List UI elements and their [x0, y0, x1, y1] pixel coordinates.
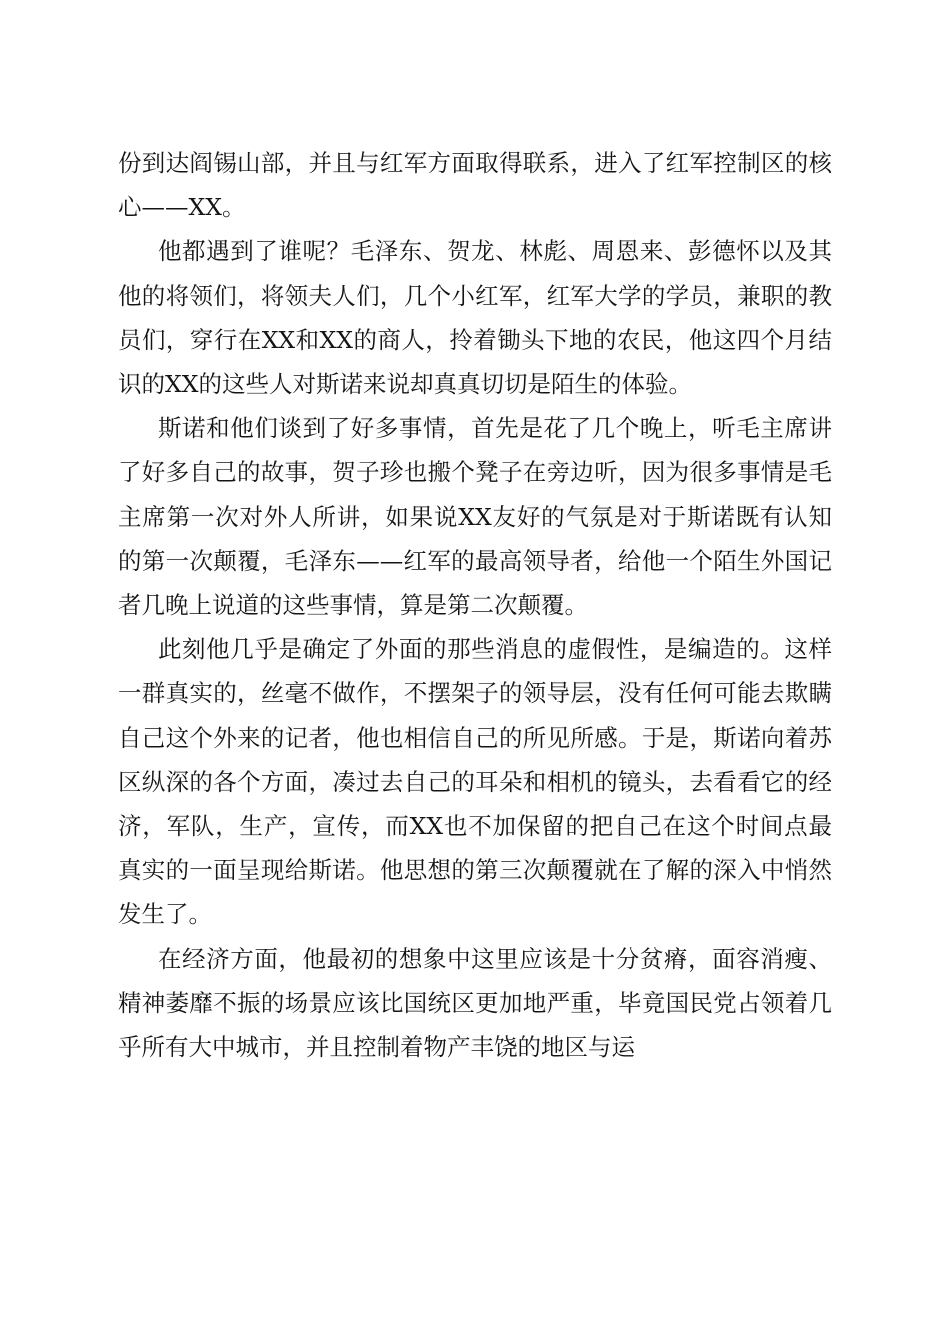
- paragraph-5: 在经济方面，他最初的想象中这里应该是十分贫瘠，面容消瘦、精神萎靡不振的场景应该比国统区更加地严重，毕竟国民党占领着几乎所有大中城市，并且控制着物产丰饶的地区与运: [118, 944, 832, 1062]
- paragraph-3: 斯诺和他们谈到了好多事情，首先是花了几个晚上，听毛主席讲了好多自己的故事，贺子珍也搬个凳子在旁边听，因为很多事情是毛主席第一次对外人所讲，如果说XX友好的气氛是对于斯诺既有认知的第一次颠覆，毛泽东——红军的最高领导者，给他一个陌生外国记者几晚上说道的这些事情，算是第二次颠覆。: [118, 414, 832, 620]
- paragraph-2: 他都遇到了谁呢？毛泽东、贺龙、林彪、周恩来、彭德怀以及其他的将领们，将领夫人们，几个小红军，红军大学的学员，兼职的教员们，穿行在XX和XX的商人，拎着锄头下地的农民，他这四个月结识的XX的这些人对斯诺来说却真真切切是陌生的体验。: [118, 237, 832, 399]
- paragraph-1: 份到达阎锡山部，并且与红军方面取得联系，进入了红军控制区的核心——XX。: [118, 149, 832, 222]
- paragraph-4: 此刻他几乎是确定了外面的那些消息的虚假性，是编造的。这样一群真实的，丝毫不做作，不摆架子的领导层，没有任何可能去欺瞒自己这个外来的记者，他也相信自己的所见所感。于是，斯诺向着苏区纵深的各个方面，凑过去自己的耳朵和相机的镜头，去看看它的经济，军队，生产，宣传，而XX也不加保留的把自己在这个时间点最真实的一面呈现给斯诺。他思想的第三次颠覆就在了解的深入中悄然发生了。: [118, 635, 832, 929]
- document-page: [118, 141, 832, 1069]
